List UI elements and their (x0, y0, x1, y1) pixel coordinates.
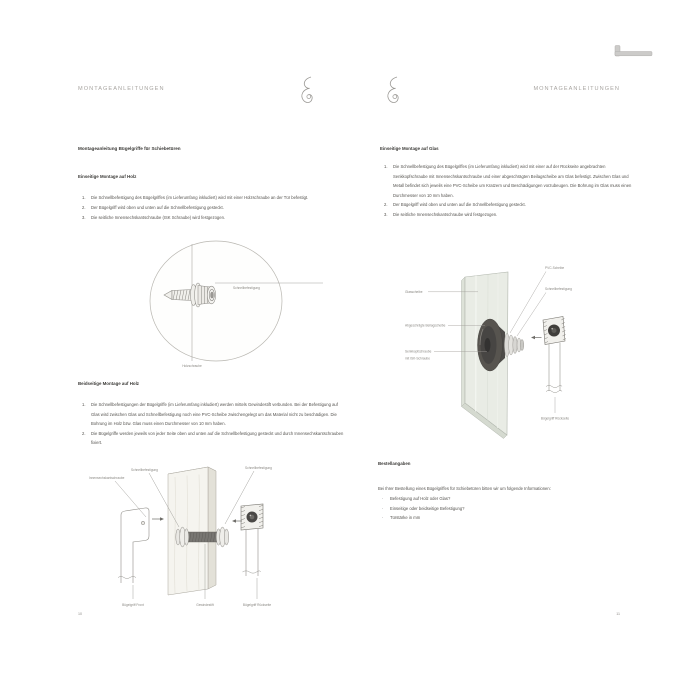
order-info-item (382, 494, 450, 504)
section-heading-beidseitig-holz: Beidseitige Montage auf Holz (78, 381, 139, 386)
page-header: MONTAGEANLEITUNGEN (533, 86, 620, 92)
instruction-step (384, 210, 497, 220)
label-buegelgriff-front: Bügelgriff Front (122, 603, 144, 607)
allen-key-icon (612, 44, 656, 60)
label-innensechskantschraube: Innensechskantschraube (89, 476, 125, 480)
page-header: MONTAGEANLEITUNGEN (78, 86, 165, 92)
bullet: · (382, 515, 384, 520)
step-text: Der Bügelgriff wird oben und unten auf die Schnellbefestigung gesteckt. (393, 202, 526, 207)
step-text: Die Schnellbefestigung des Bügelgriffes (im Lieferumfang inkludiert) wird mit einer auf der Rückseite angebrachten Senkkopfschraube mit Innensechskantschraube und einer abgeschrägten Beilagscheibe am Glas befestigt. Zwischen Glas und Metall befindet sich jeweils eine PVC-Scheibe um Kratzern und Beschädigungen vorzubeugen. Die Bohrung im Glas muss einen Durchmesser von 10 mm haben. (393, 164, 632, 198)
instruction-step (384, 200, 526, 210)
step-number: 3. (82, 215, 86, 220)
step-text: Die Bügelgriffe werden jeweils von jeder Seite oben und unten auf die Schnellbefestigung gesteckt und durch Innensechskantschrauben fixiert. (91, 430, 344, 446)
step-number: 1. (384, 164, 388, 169)
step-number: 2. (384, 202, 388, 207)
step-number: 3. (384, 211, 388, 217)
screw-detail-diagram (140, 233, 350, 373)
order-info-item (382, 513, 420, 523)
bullet: · (382, 496, 384, 501)
section-heading-einseitig-holz: Einseitige Montage auf Holz (78, 174, 137, 179)
back-handle-plate (543, 317, 566, 393)
label-glasscheibe: Glasscheibe (405, 290, 423, 294)
step-text: Die Schnellbefestigung des Bügelgriffes (im Lieferumfang inkludiert) wird mit einer Holzschraube an der Tür befestigt. (91, 195, 309, 200)
label-holzschraube: Holzschraube (182, 364, 202, 368)
instruction-step (384, 162, 633, 200)
label-pvc-scheibe: PVC-Scheibe (545, 266, 565, 270)
order-info-intro: Bei Ihrer Bestellung eines Bügelgriffes für Schiebetüren bitten wir um folgende Informationen: (378, 486, 551, 491)
instruction-step (82, 429, 344, 448)
label-buegelgriff-rueckseite: Bügelgriff Rückseite (540, 416, 570, 421)
wood-post-exploded-diagram (75, 450, 290, 615)
back-handle-plate (241, 504, 263, 576)
step-number: 1. (82, 402, 86, 407)
glass-mount-diagram (395, 245, 610, 450)
label-senkkopfschraube-line2: mit ISK-Schraube (405, 356, 430, 361)
order-info-item (382, 504, 465, 514)
order-item-text: Befestigung auf Holz oder Glas? (390, 496, 451, 501)
order-item-text: Türstärke in mm (390, 515, 421, 520)
step-number: 2. (82, 430, 86, 436)
fastener-ribs (504, 334, 523, 357)
step-text: Die seitliche Innensechskantschraube (ISK Schraube) wird festgezogen. (91, 215, 226, 220)
instruction-step (82, 213, 225, 223)
instruction-step (82, 203, 224, 213)
label-beilagscheibe: Abgeschrägte Beilagscheibe (405, 323, 446, 328)
section-heading-einseitig-glas: Einseitige Montage auf Glas (380, 146, 439, 151)
instruction-step (82, 400, 344, 429)
label-gewindestift: Gewindestift (196, 603, 214, 607)
label-schnellbefestigung: Schnellbefestigung (545, 287, 572, 291)
wood-post (168, 467, 216, 595)
order-item-text: Einseitige oder beidseitige Befestigung? (390, 505, 465, 511)
bullet: · (382, 505, 384, 511)
label-senkkopfschraube-line1: Senkkopfschraube (405, 349, 432, 354)
page-number: 10 (78, 612, 82, 616)
step-text: Die Schnellbefestigungen der Bügelgriffe (im Lieferumfang inkludiert) werden mittels Gewindestift verbunden. Bei der Befestigung auf Glas wird zwischen Glas und Schnellbefestigung noch eine PVC-Scheibe zwischengelegt um das Material nicht zu beschädigen. Die Bohrung im Holz bzw. Glas muss einen Durchmesser von 10 mm haben. (91, 402, 338, 427)
step-text: Der Bügelgriff wird oben und unten auf die Schnellbefestigung gesteckt. (91, 205, 224, 210)
label-schnellbefestigung-right: Schnellbefestigung (245, 466, 272, 470)
label-schnellbefestigung-left: Schnellbefestigung (131, 468, 158, 472)
page-title: Montageanleitung Bügelgriffe für Schiebetüren (78, 146, 181, 151)
label-buegelgriff-rueckseite: Bügelgriff Rückseite (242, 603, 272, 607)
step-number: 1. (82, 195, 86, 200)
label-schnellbefestigung: Schnellbefestigung (233, 286, 260, 290)
step-text: Die seitliche Innensechskantschraube wird festgezogen. (393, 211, 498, 217)
instruction-step (82, 193, 308, 203)
section-heading-bestellangaben: Bestellangaben (378, 461, 411, 466)
step-number: 2. (82, 205, 86, 210)
brand-logo-icon (298, 76, 316, 105)
front-handle-profile (118, 508, 149, 583)
page-number: 11 (616, 612, 620, 616)
